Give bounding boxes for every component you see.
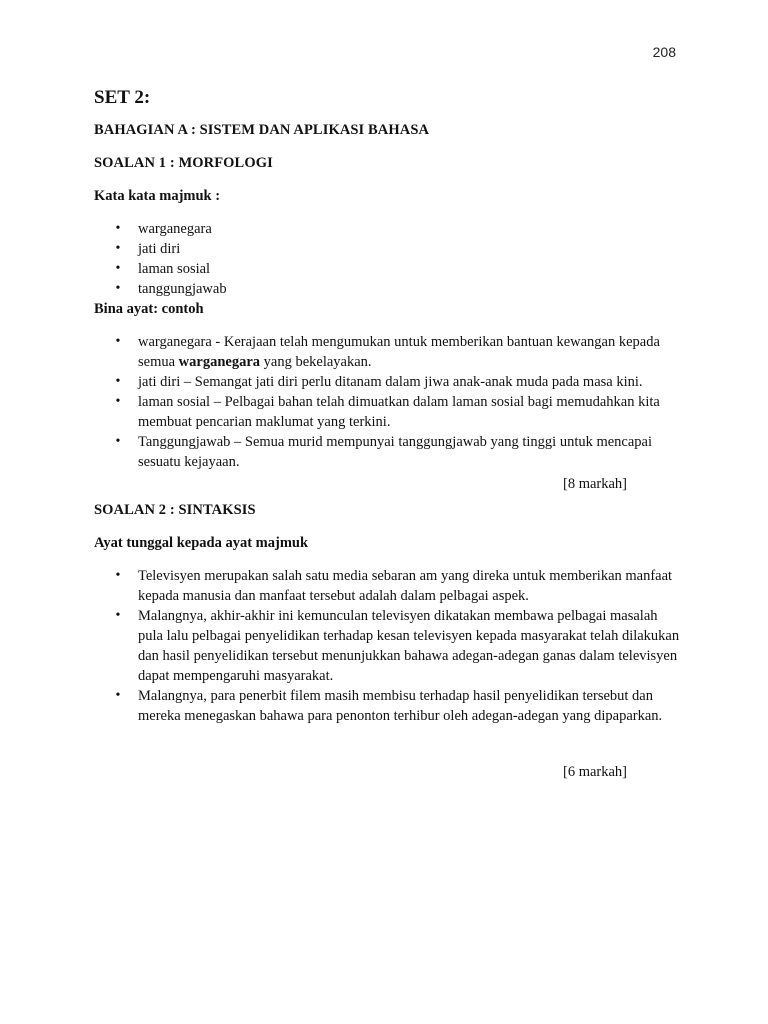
bullet-icon: • xyxy=(115,608,121,623)
bullet-icon: • xyxy=(115,374,121,389)
soalan2-heading: SOALAN 2 : SINTAKSIS xyxy=(94,502,256,518)
sentence-text: Malangnya, para penerbit filem masih membisu terhadap hasil penyelidikan tersebut dan mereka menegaskan bahawa para penonton terhibur oleh adegan-adegan yang dipaparkan. xyxy=(138,688,663,724)
compound-word: warganegara xyxy=(138,221,212,237)
bullet-icon: • xyxy=(115,688,121,703)
compound-word: laman sosial xyxy=(138,261,211,277)
bullet-icon: • xyxy=(115,241,121,256)
example-text: Tanggungjawab – Semua murid mempunyai tanggungjawab yang tinggi untuk mencapai sesuatu kejayaan. xyxy=(138,434,653,470)
bullet-icon: • xyxy=(115,394,121,409)
example-text: laman sosial – Pelbagai bahan telah dimuatkan dalam laman sosial bagi memudahkan kita membuat pencarian maklumat yang terkini. xyxy=(138,394,660,430)
example-sentence-list xyxy=(94,332,684,472)
bullet-icon: • xyxy=(115,334,121,349)
bullet-icon: • xyxy=(115,434,121,449)
compound-word-list xyxy=(94,219,684,299)
list-item xyxy=(94,432,684,472)
example-text-end: yang bekelayakan. xyxy=(260,354,372,370)
bullet-icon: • xyxy=(115,281,121,296)
list-item xyxy=(94,686,684,726)
examples-heading: Bina ayat: contoh xyxy=(94,301,204,317)
section-a-heading: BAHAGIAN A : SISTEM DAN APLIKASI BAHASA xyxy=(94,122,430,138)
soalan1-subheading: Kata kata majmuk : xyxy=(94,188,221,204)
list-item xyxy=(94,606,684,686)
list-item xyxy=(94,259,684,279)
list-item xyxy=(94,566,684,606)
bullet-icon: • xyxy=(115,568,121,583)
soalan2-subheading: Ayat tunggal kepada ayat majmuk xyxy=(94,535,309,551)
list-item xyxy=(94,279,684,299)
compound-word: jati diri xyxy=(138,241,181,257)
document-content xyxy=(94,86,684,788)
list-item xyxy=(94,332,684,372)
sentence-text: Televisyen merupakan salah satu media sebaran am yang direka untuk memberikan manfaat kepada manusia dan manfaat tersebut adalah dalam pelbagai aspek. xyxy=(138,568,673,604)
list-item xyxy=(94,372,684,392)
sentence-list xyxy=(94,566,684,726)
example-bold-word: warganegara xyxy=(178,354,261,370)
compound-word: tanggungjawab xyxy=(138,281,227,297)
set-title: SET 2: xyxy=(94,87,151,108)
soalan1-marks: [8 markah] xyxy=(562,476,627,492)
bullet-icon: • xyxy=(115,261,121,276)
example-text: warganegara - Kerajaan telah mengumukan untuk memberikan bantuan kewangan kepada semua xyxy=(138,334,660,370)
soalan2-marks: [6 markah] xyxy=(562,764,627,780)
example-text: jati diri – Semangat jati diri perlu ditanam dalam jiwa anak-anak muda pada masa kini. xyxy=(138,374,643,390)
list-item xyxy=(94,392,684,432)
soalan1-heading: SOALAN 1 : MORFOLOGI xyxy=(94,155,273,171)
list-item xyxy=(94,239,684,259)
bullet-icon: • xyxy=(115,221,121,236)
sentence-text: Malangnya, akhir-akhir ini kemunculan televisyen dikatakan membawa pelbagai masalah pula lalu pelbagai penyelidikan terhadap kesan televisyen kepada masyarakat telah dilakukan dan hasil penyelidikan tersebut menunjukkan bahawa adegan-adegan ganas dalam televisyen dapat mempengaruhi masyarakat. xyxy=(138,608,680,684)
page-number: 208 xyxy=(652,44,676,60)
list-item xyxy=(94,219,684,239)
